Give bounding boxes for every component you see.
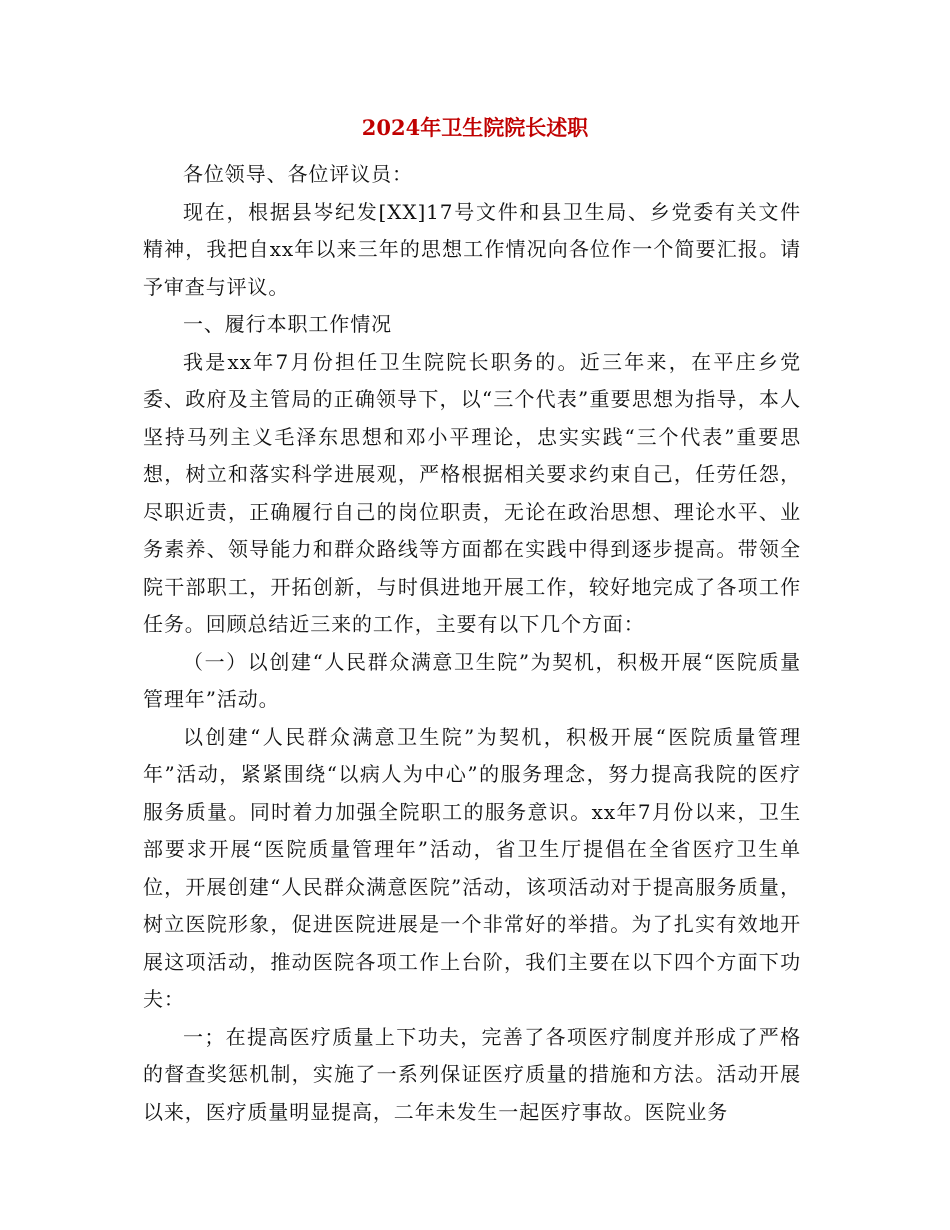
paragraph-body: 我是xx年7月份担任卫生院院长职务的。近三年来，在平庄乡党委、政府及主管局的正确领导下，以“三个代表”重要思想为指导，本人坚持马列主义毛泽东思想和邓小平理论，忠实实践“三个代表”重要思想，树立和落实科学进展观，严格根据相关要求约束自己，任劳任怨，尽职近责，正确履行自己的岗位职责，无论在政治思想、理论水平、业务素养、领导能力和群众路线等方面都在实践中得到逐步提高。带领全院干部职工，开拓创新，与时俱进地开展工作，较好地完成了各项工作任务。回顾总结近三来的工作，主要有以下几个方面： <box>143 349 801 636</box>
paragraph-intro: 现在，根据县岑纪发[XX]17号文件和县卫生局、乡党委有关文件精神，我把自xx年以来三年的思想工作情况向各位作一个简要汇报。请予审查与评议。 <box>143 199 801 299</box>
paragraph-salutation: 各位领导、各位评议员： <box>183 162 413 186</box>
document-body <box>143 156 801 1131</box>
paragraph-body: 一；在提高医疗质量上下功夫，完善了各项医疗制度并形成了严格的督查奖惩机制，实施了一系列保证医疗质量的措施和方法。活动开展以来，医疗质量明显提高，二年未发生一起医疗事故。医院业务 <box>143 1024 801 1124</box>
document-title: 2024年卫生院院长述职 <box>361 115 589 140</box>
subsection-heading-1: （一）以创建“人民群众满意卫生院”为契机，积极开展“医院质量管理年”活动。 <box>143 649 801 711</box>
section-heading-1: 一、履行本职工作情况 <box>183 312 392 336</box>
paragraph-body: 以创建“人民群众满意卫生院”为契机，积极开展“医院质量管理年”活动，紧紧围绕“以病人为中心”的服务理念，努力提高我院的医疗服务质量。同时着力加强全院职工的服务意识。xx年7月份以来，卫生部要求开展“医院质量管理年”活动，省卫生厅提倡在全省医疗卫生单位，开展创建“人民群众满意医院”活动，该项活动对于提高服务质量，树立医院形象，促进医院进展是一个非常好的举措。为了扎实有效地开展这项活动，推动医院各项工作上台阶，我们主要在以下四个方面下功夫： <box>143 724 801 1011</box>
